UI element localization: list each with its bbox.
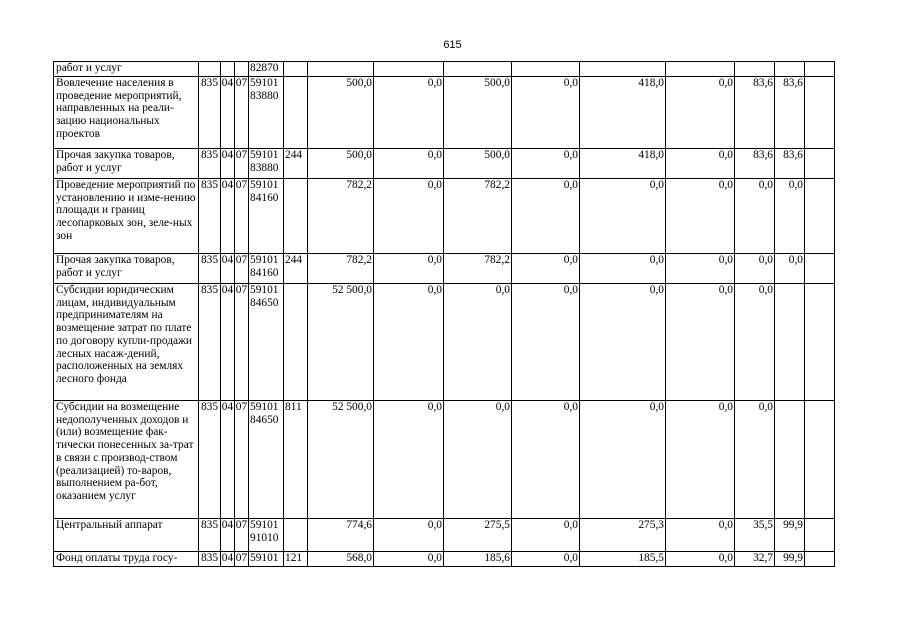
value-col-8: 0,0	[775, 179, 805, 254]
ministry-code	[199, 62, 221, 77]
table-row	[54, 401, 855, 519]
empty-cell	[805, 254, 835, 284]
value-col-8: 99,9	[775, 519, 805, 552]
value-col-3: 782,2	[444, 179, 512, 254]
value-col-8	[775, 284, 805, 401]
value-col-6: 0,0	[666, 77, 735, 149]
value-col-5	[580, 62, 666, 77]
row-name: Прочая закупка товаров, работ и услуг	[54, 254, 199, 284]
target-article-part2: 84650	[250, 413, 279, 426]
expense-type-code: 121	[284, 552, 308, 567]
expense-type-code: 244	[284, 254, 308, 284]
target-article-part2: 91010	[250, 531, 279, 544]
value-col-7: 32,7	[735, 552, 775, 567]
value-col-2: 0,0	[374, 254, 444, 284]
value-col-4	[512, 62, 580, 77]
expense-type-code: 811	[284, 401, 308, 519]
target-article-part2: 84650	[250, 296, 279, 309]
value-col-7: 0,0	[735, 401, 775, 519]
value-col-3: 185,6	[444, 552, 512, 567]
value-col-1: 782,2	[308, 254, 374, 284]
subsection-code: 07	[235, 519, 249, 552]
value-col-1	[308, 62, 374, 77]
page-number: 615	[443, 39, 462, 51]
table-row	[54, 77, 855, 149]
row-name: Центральный аппарат	[54, 519, 199, 552]
expense-type-code: 244	[284, 149, 308, 179]
value-col-3: 500,0	[444, 77, 512, 149]
table-row	[54, 284, 855, 401]
value-col-4: 0,0	[512, 149, 580, 179]
value-col-7: 0,0	[735, 179, 775, 254]
target-article-code	[249, 519, 284, 552]
target-article-part2: 83880	[250, 89, 279, 102]
expense-type-code	[284, 284, 308, 401]
value-col-2	[374, 62, 444, 77]
ministry-code: 835	[199, 519, 221, 552]
row-name: Субсидии на возмещение недополученных доходов и (или) возмещение фак-тически понесенных за-трат в связи с производ-ством (реализацией) то-варов, выполнением ра-бот, оказанием услуг	[54, 401, 199, 519]
expense-type-code	[284, 179, 308, 254]
target-article-part1: 82870	[250, 62, 279, 74]
expense-type-code	[284, 519, 308, 552]
value-col-7: 0,0	[735, 254, 775, 284]
value-col-6: 0,0	[666, 284, 735, 401]
value-col-8: 99,9	[775, 552, 805, 567]
subsection-code: 07	[235, 179, 249, 254]
value-col-8	[775, 401, 805, 519]
target-article-code	[249, 552, 284, 567]
ministry-code: 835	[199, 552, 221, 567]
value-col-6: 0,0	[666, 552, 735, 567]
value-col-3: 782,2	[444, 254, 512, 284]
value-col-6: 0,0	[666, 401, 735, 519]
row-name: Прочая закупка товаров, работ и услуг	[54, 149, 199, 179]
row-name: работ и услуг	[54, 62, 199, 77]
value-col-7	[735, 62, 775, 77]
value-col-5: 418,0	[580, 77, 666, 149]
subsection-code: 07	[235, 284, 249, 401]
value-col-8: 0,0	[775, 254, 805, 284]
subsection-code: 07	[235, 401, 249, 519]
value-col-6	[666, 62, 735, 77]
row-name: Фонд оплаты труда госу-	[54, 552, 199, 567]
value-col-3: 0,0	[444, 401, 512, 519]
value-col-2: 0,0	[374, 401, 444, 519]
ministry-code: 835	[199, 254, 221, 284]
section-code: 04	[221, 401, 235, 519]
expense-type-code	[284, 62, 308, 77]
value-col-4: 0,0	[512, 77, 580, 149]
section-code: 04	[221, 77, 235, 149]
target-article-code	[249, 149, 284, 179]
section-code: 04	[221, 284, 235, 401]
value-col-5: 275,3	[580, 519, 666, 552]
target-article-part2: 84160	[250, 191, 279, 204]
value-col-6: 0,0	[666, 254, 735, 284]
target-article-part1: 59101	[250, 519, 279, 531]
table-row	[54, 519, 855, 552]
value-col-3: 275,5	[444, 519, 512, 552]
expense-type-code	[284, 77, 308, 149]
subsection-code: 07	[235, 77, 249, 149]
section-code	[221, 62, 235, 77]
target-article-code	[249, 77, 284, 149]
target-article-part2: 84160	[250, 266, 279, 279]
value-col-2: 0,0	[374, 284, 444, 401]
value-col-8: 83,6	[775, 77, 805, 149]
section-code: 04	[221, 254, 235, 284]
value-col-3	[444, 62, 512, 77]
value-col-2: 0,0	[374, 519, 444, 552]
empty-cell	[805, 62, 835, 77]
value-col-4: 0,0	[512, 284, 580, 401]
value-col-5: 0,0	[580, 401, 666, 519]
empty-cell	[805, 284, 835, 401]
target-article-part1: 59101	[250, 254, 279, 266]
subsection-code	[235, 62, 249, 77]
target-article-part1: 59101	[250, 77, 279, 89]
value-col-6: 0,0	[666, 519, 735, 552]
subsection-code: 07	[235, 149, 249, 179]
ministry-code: 835	[199, 77, 221, 149]
value-col-1: 52 500,0	[308, 401, 374, 519]
section-code: 04	[221, 149, 235, 179]
table-row	[54, 179, 855, 254]
value-col-1: 568,0	[308, 552, 374, 567]
target-article-part1: 59101	[250, 149, 279, 161]
value-col-1: 500,0	[308, 149, 374, 179]
value-col-1: 782,2	[308, 179, 374, 254]
ministry-code: 835	[199, 401, 221, 519]
target-article-code	[249, 254, 284, 284]
target-article-code	[249, 179, 284, 254]
value-col-5: 0,0	[580, 179, 666, 254]
target-article-code	[249, 401, 284, 519]
value-col-2: 0,0	[374, 77, 444, 149]
target-article-part1: 59101	[250, 179, 279, 191]
target-article-code	[249, 62, 284, 77]
value-col-3: 0,0	[444, 284, 512, 401]
value-col-6: 0,0	[666, 149, 735, 179]
section-code: 04	[221, 519, 235, 552]
value-col-4: 0,0	[512, 552, 580, 567]
empty-cell	[805, 179, 835, 254]
row-name: Субсидии юридическим лицам, индивидуальным предпринимателям на возмещение затрат по плате по договору купли-продажи лесных насаж-дений, расположенных на землях лесного фонда	[54, 284, 199, 401]
section-code: 04	[221, 179, 235, 254]
empty-cell	[805, 552, 835, 567]
value-col-2: 0,0	[374, 179, 444, 254]
table-row	[54, 62, 855, 77]
value-col-5: 185,5	[580, 552, 666, 567]
value-col-4: 0,0	[512, 254, 580, 284]
value-col-7: 0,0	[735, 284, 775, 401]
subsection-code: 07	[235, 254, 249, 284]
value-col-1: 500,0	[308, 77, 374, 149]
ministry-code: 835	[199, 179, 221, 254]
value-col-5: 418,0	[580, 149, 666, 179]
budget-table	[53, 61, 855, 567]
value-col-2: 0,0	[374, 149, 444, 179]
value-col-4: 0,0	[512, 519, 580, 552]
table-row	[54, 149, 855, 179]
value-col-1: 52 500,0	[308, 284, 374, 401]
row-name: Проведение мероприятий по установлению и изме-нению площади и границ лесопарковых зон, зеле-ных зон	[54, 179, 199, 254]
target-article-part1: 59101	[250, 284, 279, 296]
value-col-4: 0,0	[512, 179, 580, 254]
value-col-8: 83,6	[775, 149, 805, 179]
value-col-4: 0,0	[512, 401, 580, 519]
table-row	[54, 552, 855, 567]
value-col-7: 83,6	[735, 77, 775, 149]
value-col-5: 0,0	[580, 284, 666, 401]
value-col-5: 0,0	[580, 254, 666, 284]
value-col-8	[775, 62, 805, 77]
ministry-code: 835	[199, 284, 221, 401]
value-col-3: 500,0	[444, 149, 512, 179]
empty-cell	[805, 77, 835, 149]
target-article-part1: 59101	[250, 401, 279, 413]
table-row	[54, 254, 855, 284]
row-name: Вовлечение населения в проведение мероприятий, направленных на реали-зацию национальных проектов	[54, 77, 199, 149]
target-article-part2: 83880	[250, 161, 279, 174]
section-code: 04	[221, 552, 235, 567]
target-article-part1: 59101	[250, 552, 279, 564]
value-col-7: 83,6	[735, 149, 775, 179]
empty-cell	[805, 519, 835, 552]
value-col-7: 35,5	[735, 519, 775, 552]
value-col-1: 774,6	[308, 519, 374, 552]
empty-cell	[805, 401, 835, 519]
ministry-code: 835	[199, 149, 221, 179]
subsection-code: 07	[235, 552, 249, 567]
value-col-6: 0,0	[666, 179, 735, 254]
target-article-code	[249, 284, 284, 401]
value-col-2: 0,0	[374, 552, 444, 567]
empty-cell	[805, 149, 835, 179]
